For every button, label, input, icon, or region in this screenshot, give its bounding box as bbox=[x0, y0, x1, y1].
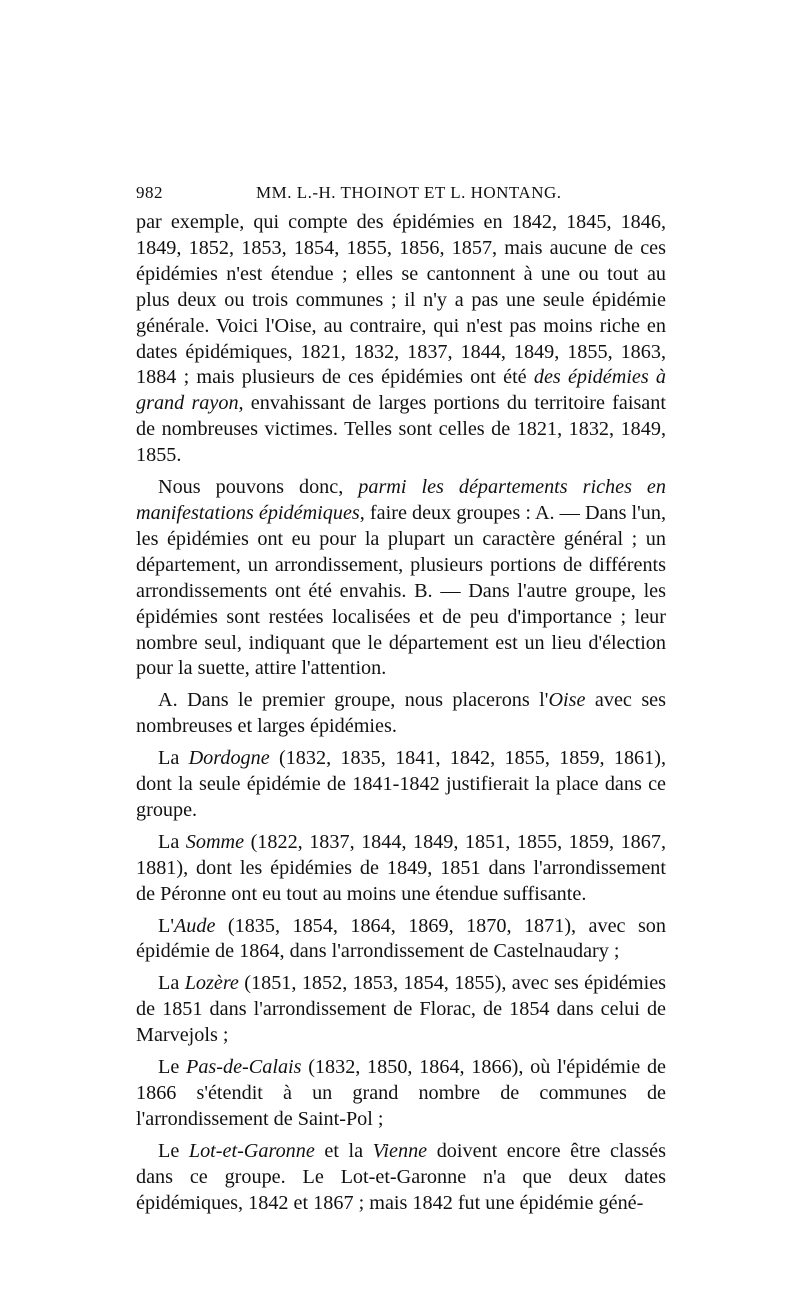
italic-run: des épidémies à grand rayon bbox=[136, 366, 666, 415]
italic-run: Dordogne bbox=[188, 747, 270, 770]
text-run: A. Dans le premier groupe, nous placerons l' bbox=[158, 689, 549, 712]
text-run: La bbox=[158, 830, 186, 853]
italic-run: Vienne bbox=[372, 1139, 428, 1162]
paragraph bbox=[136, 971, 666, 1049]
italic-run: Pas-de-Calais bbox=[186, 1056, 302, 1079]
text-run: doivent encore être classés dans ce groupe. Le Lot-et-Garonne n'a que deux dates épidémiques, 1842 et 1867 ; mais 1842 fut une épidémie géné- bbox=[136, 1139, 666, 1214]
italic-run: parmi les départements riches en manifestations épidémiques bbox=[136, 476, 666, 524]
paragraph bbox=[136, 1139, 666, 1217]
paragraph bbox=[136, 830, 666, 908]
text-run: La bbox=[158, 972, 185, 995]
page-number: 982 bbox=[136, 183, 163, 202]
text-run: par exemple, qui compte des épidémies en 1842, 1845, 1846, 1849, 1852, 1853, 1854, 1855, 1856, 1857, mais aucune de ces épidémies n'est étendue ; elles se cantonnent à une ou tout au plus deux ou trois communes ; il n'y a pas une seule épidémie générale. Voici l'Oise, au contraire, qui n'est pas moins riche en dates épidémiques, 1821, 1832, 1837, 1844, 1849, 1855, 1863, 1884 ; mais plusieurs de ces épidémies ont été bbox=[136, 211, 666, 389]
italic-run: Lozère bbox=[184, 972, 239, 995]
paragraph bbox=[136, 688, 666, 740]
paragraph bbox=[136, 210, 666, 469]
paragraph bbox=[136, 746, 666, 824]
text-run: Nous pouvons donc, bbox=[158, 476, 359, 499]
text-run: Le bbox=[158, 1139, 189, 1162]
text-run: (1822, 1837, 1844, 1849, 1851, 1855, 1859, 1867, 1881), dont les épidémies de 1849, 1851 dans l'arrondissement de Péronne ont eu tout au moins une étendue suffisante. bbox=[136, 830, 666, 905]
italic-run: Lot-et-Garonne bbox=[188, 1139, 315, 1162]
text-run: , envahissant de larges portions du territoire faisant de nombreuses victimes. Telles sont celles de 1821, 1832, 1849, 1855. bbox=[136, 392, 666, 467]
text-run: avec ses nombreuses et larges épidémies. bbox=[136, 689, 666, 738]
running-title: MM. L.-H. THOINOT ET L. HONTANG. bbox=[256, 183, 562, 202]
body-text bbox=[136, 210, 666, 1217]
text-run: La bbox=[158, 747, 189, 770]
text-run: , faire deux groupes : A. — Dans l'un, les épidémies ont eu pour la plupart un caractère général ; un département, un arrondissement, plusieurs portions de différents arrondissements ont été envahis. B. — Dans l'autre groupe, les épidémies sont restées localisées et de peu d'importance ; leur nombre seul, indiquant que le département est un lieu d'élection pour la suette, attire l'attention. bbox=[136, 501, 667, 680]
text-run: (1851, 1852, 1853, 1854, 1855), avec ses épidémies de 1851 dans l'arrondissement de Florac, de 1854 dans celui de Marvejols ; bbox=[136, 972, 667, 1047]
italic-run: Aude bbox=[173, 914, 216, 937]
text-run: et la bbox=[314, 1139, 373, 1162]
paragraph bbox=[136, 914, 666, 966]
italic-run: Somme bbox=[185, 830, 245, 853]
text-run: (1835, 1854, 1864, 1869, 1870, 1871), avec son épidémie de 1864, dans l'arrondissement de Castelnaudary ; bbox=[136, 914, 666, 963]
text-run: (1832, 1850, 1864, 1866), où l'épidémie de 1866 s'étendit à un grand nombre de communes de l'arrondissement de Saint-Pol ; bbox=[136, 1056, 667, 1130]
text-run: L' bbox=[158, 914, 174, 937]
text-run: (1832, 1835, 1841, 1842, 1855, 1859, 1861), dont la seule épidémie de 1841-1842 justifierait la place dans ce groupe. bbox=[136, 747, 667, 821]
paragraph bbox=[136, 475, 666, 682]
text-run: Le bbox=[158, 1056, 186, 1079]
paragraph bbox=[136, 1055, 666, 1133]
italic-run: Oise bbox=[548, 689, 586, 712]
